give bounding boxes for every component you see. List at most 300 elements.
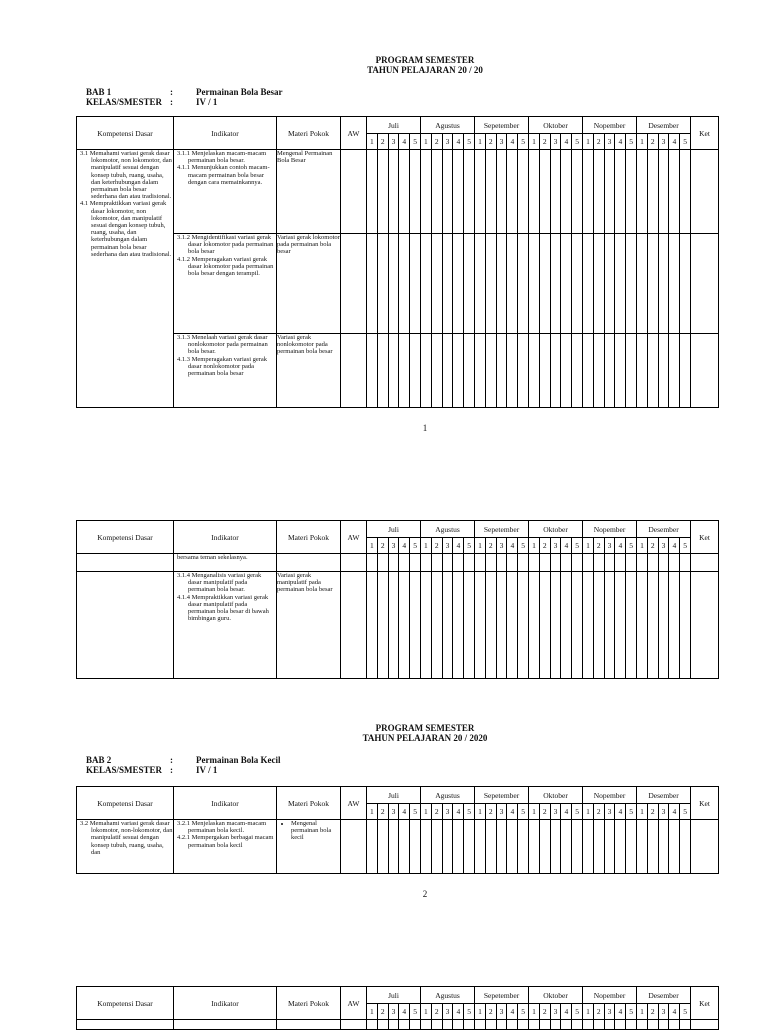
week-header: 5	[464, 134, 475, 150]
week-cell	[388, 334, 399, 408]
week-cell	[583, 572, 594, 679]
week-cell	[583, 820, 594, 874]
week-cell	[680, 820, 691, 874]
week-cell	[518, 334, 529, 408]
week-cell	[561, 554, 572, 572]
ket-header: Ket	[691, 117, 719, 150]
materi-pokok-text: • Mengenal permainan bola kecil	[291, 820, 340, 842]
week-cell	[658, 820, 669, 874]
week-cell	[539, 234, 550, 334]
week-cell	[550, 554, 561, 572]
week-header: 5	[410, 804, 421, 820]
ket-cell	[691, 572, 719, 679]
week-header: 3	[496, 1004, 507, 1020]
week-cell	[453, 334, 464, 408]
week-cell	[583, 334, 594, 408]
aw-cell	[341, 334, 367, 408]
indikator-cell	[174, 150, 277, 234]
week-cell	[626, 234, 637, 334]
week-header: 3	[658, 804, 669, 820]
week-cell	[647, 572, 658, 679]
week-cell	[529, 554, 540, 572]
week-cell	[583, 150, 594, 234]
week-header: 4	[561, 538, 572, 554]
week-header: 3	[550, 134, 561, 150]
week-cell	[453, 1020, 464, 1030]
week-header: 5	[464, 804, 475, 820]
aw-header: AW	[341, 987, 367, 1020]
week-cell	[421, 572, 432, 679]
indikator-item: 3.1.3 Menelaah variasi gerak dasar nonlokomotor pada permainan bola besar.	[177, 334, 268, 356]
kompetensi-dasar-header: Kompetensi Dasar	[77, 987, 174, 1020]
materi-pokok-cell	[277, 334, 341, 408]
month-header: Oktober	[529, 521, 583, 538]
kompetensi-dasar-header: Kompetensi Dasar	[77, 117, 174, 150]
week-header: 4	[669, 1004, 680, 1020]
week-cell	[464, 572, 475, 679]
week-cell	[572, 572, 583, 679]
month-header: Agustus	[421, 787, 475, 804]
week-cell	[496, 554, 507, 572]
week-header: 1	[421, 804, 432, 820]
ket-cell	[691, 150, 719, 234]
week-header: 4	[615, 538, 626, 554]
month-header: Nopember	[583, 117, 637, 134]
bab-colon: :	[170, 755, 173, 765]
week-cell	[442, 334, 453, 408]
week-cell	[529, 1020, 540, 1030]
week-cell	[572, 150, 583, 234]
week-header: 1	[367, 538, 378, 554]
table-row	[77, 820, 719, 874]
table-row	[77, 572, 719, 679]
week-cell	[399, 1020, 410, 1030]
week-cell	[626, 572, 637, 679]
week-header: 1	[637, 804, 648, 820]
materi-pokok-cell	[277, 554, 341, 572]
week-header: 5	[410, 1004, 421, 1020]
week-cell	[421, 150, 432, 234]
week-cell	[475, 334, 486, 408]
kd-item: 4.1 Mempraktikkan variasi gerak dasar lokomotor, non lokomotor, dan manipulatif sesuai dengan konsep tubuh, ruang, usaha, dan keterhubungan dalam permainan bola besar sederhana dan atau tradisional.	[80, 200, 172, 258]
week-header: 5	[626, 1004, 637, 1020]
week-cell	[377, 572, 388, 679]
week-header: 2	[539, 804, 550, 820]
week-cell	[377, 234, 388, 334]
week-cell	[615, 1020, 626, 1030]
week-cell	[377, 554, 388, 572]
week-cell	[464, 334, 475, 408]
month-header: Sepetember	[475, 787, 529, 804]
aw-cell	[341, 554, 367, 572]
week-header: 3	[496, 804, 507, 820]
aw-cell	[341, 150, 367, 234]
indikator-cell	[174, 820, 277, 874]
week-cell	[604, 820, 615, 874]
table-row	[77, 1020, 719, 1030]
month-header: Sepetember	[475, 987, 529, 1004]
week-header: 3	[496, 134, 507, 150]
week-cell	[604, 150, 615, 234]
week-cell	[529, 572, 540, 679]
week-cell	[583, 1020, 594, 1030]
week-cell	[388, 150, 399, 234]
week-cell	[561, 150, 572, 234]
week-cell	[658, 334, 669, 408]
indikator-cell	[174, 572, 277, 679]
week-header: 2	[485, 804, 496, 820]
week-cell	[529, 150, 540, 234]
week-header: 1	[421, 538, 432, 554]
week-cell	[583, 554, 594, 572]
week-header: 4	[561, 134, 572, 150]
week-cell	[539, 150, 550, 234]
indikator-cell	[174, 554, 277, 572]
week-cell	[539, 334, 550, 408]
week-cell	[431, 554, 442, 572]
week-header: 1	[583, 538, 594, 554]
week-cell	[637, 150, 648, 234]
week-header: 4	[507, 1004, 518, 1020]
week-cell	[539, 1020, 550, 1030]
materi-pokok-header: Materi Pokok	[277, 787, 341, 820]
week-cell	[669, 150, 680, 234]
program-table-3	[76, 786, 719, 874]
week-cell	[539, 554, 550, 572]
week-cell	[647, 234, 658, 334]
week-cell	[680, 234, 691, 334]
section2-year: TAHUN PELAJARAN 20 / 2020	[362, 733, 488, 743]
week-cell	[637, 234, 648, 334]
week-cell	[669, 820, 680, 874]
week-cell	[388, 1020, 399, 1030]
week-header: 2	[593, 1004, 604, 1020]
week-header: 2	[431, 804, 442, 820]
week-cell	[529, 334, 540, 408]
kompetensi-dasar-cell	[77, 820, 174, 874]
week-cell	[593, 554, 604, 572]
week-header: 2	[485, 1004, 496, 1020]
week-cell	[399, 572, 410, 679]
week-header: 5	[518, 538, 529, 554]
indikator-item: 4.1.1 Menunjukkan contoh macam-macam permainan bola besar dengan cara memainkannya.	[177, 164, 270, 186]
week-header: 3	[442, 804, 453, 820]
month-header: Nopember	[583, 787, 637, 804]
week-cell	[550, 234, 561, 334]
week-cell	[615, 334, 626, 408]
week-cell	[367, 572, 378, 679]
week-cell	[388, 234, 399, 334]
bab-label: BAB 2	[86, 755, 112, 765]
week-cell	[453, 554, 464, 572]
week-cell	[615, 820, 626, 874]
week-cell	[399, 234, 410, 334]
week-cell	[572, 334, 583, 408]
indikator-cell	[174, 334, 277, 408]
week-cell	[410, 572, 421, 679]
week-cell	[539, 820, 550, 874]
month-header: Nopember	[583, 521, 637, 538]
week-header: 2	[377, 804, 388, 820]
week-cell	[647, 334, 658, 408]
month-header: Juli	[367, 787, 421, 804]
week-cell	[658, 150, 669, 234]
week-header: 5	[572, 1004, 583, 1020]
week-header: 5	[518, 1004, 529, 1020]
week-header: 4	[615, 804, 626, 820]
aw-header: AW	[341, 521, 367, 554]
week-header: 1	[367, 1004, 378, 1020]
week-cell	[615, 234, 626, 334]
week-header: 2	[377, 134, 388, 150]
week-cell	[496, 150, 507, 234]
week-header: 4	[507, 538, 518, 554]
week-header: 3	[442, 134, 453, 150]
week-header: 4	[507, 134, 518, 150]
bab-label: BAB 1	[86, 87, 112, 97]
week-header: 1	[637, 538, 648, 554]
week-header: 4	[399, 538, 410, 554]
week-cell	[464, 1020, 475, 1030]
week-cell	[647, 820, 658, 874]
week-cell	[626, 1020, 637, 1030]
materi-pokok-cell	[277, 150, 341, 234]
week-cell	[464, 820, 475, 874]
month-header: Sepetember	[475, 117, 529, 134]
week-header: 5	[410, 134, 421, 150]
week-cell	[637, 334, 648, 408]
week-cell	[377, 1020, 388, 1030]
week-cell	[496, 1020, 507, 1030]
kelas-colon: :	[170, 765, 173, 775]
week-cell	[421, 334, 432, 408]
materi-pokok-text: Variasi gerak manipulatif pada permainan bola besar	[277, 572, 333, 594]
kelas-value: IV / 1	[196, 97, 218, 107]
week-cell	[658, 234, 669, 334]
week-cell	[475, 234, 486, 334]
kompetensi-dasar-cell	[77, 572, 174, 679]
week-cell	[647, 1020, 658, 1030]
week-header: 1	[583, 134, 594, 150]
week-cell	[518, 234, 529, 334]
week-cell	[507, 1020, 518, 1030]
month-header: Agustus	[421, 987, 475, 1004]
indikator-item: 4.1.2 Memperagakan variasi gerak dasar lokomotor pada permainan bola besar dengan terampil.	[177, 255, 274, 278]
month-header: Desember	[637, 117, 691, 134]
week-cell	[453, 820, 464, 874]
week-cell	[626, 820, 637, 874]
week-header: 1	[529, 1004, 540, 1020]
month-header: Agustus	[421, 521, 475, 538]
week-cell	[561, 820, 572, 874]
kompetensi-dasar-cell	[77, 554, 174, 572]
week-header: 3	[550, 804, 561, 820]
week-cell	[539, 572, 550, 679]
week-cell	[604, 1020, 615, 1030]
indikator-item: 3.1.4 Menganalisis variasi gerak dasar manipulatif pada permainan bola besar.	[177, 572, 262, 594]
month-header: Desember	[637, 987, 691, 1004]
week-cell	[410, 334, 421, 408]
week-cell	[550, 820, 561, 874]
week-cell	[388, 554, 399, 572]
kelas-value: IV / 1	[196, 765, 218, 775]
section2-title: PROGRAM SEMESTER	[375, 723, 475, 733]
kelas-colon: :	[170, 97, 173, 107]
week-cell	[399, 150, 410, 234]
materi-pokok-text: Mengenal Permainan Bola Besar	[277, 150, 333, 165]
kd-item: 3.1 Memahami variasi gerak dasar lokomotor, non lokomotor, dan manipulatif sesuai dengan konsep tubuh, ruang, usaha, dan keterhubungan dalam permainan bola besar sederhana dan atau tradisional.	[80, 150, 172, 201]
week-cell	[615, 572, 626, 679]
week-cell	[464, 150, 475, 234]
indikator-item: 3.2.1 Menjelaskan macam-macam permainan bola kecil.	[177, 820, 267, 835]
week-header: 5	[626, 538, 637, 554]
week-header: 3	[604, 134, 615, 150]
week-header: 2	[377, 1004, 388, 1020]
table-row	[77, 234, 719, 334]
week-cell	[496, 234, 507, 334]
week-cell	[518, 150, 529, 234]
week-header: 3	[604, 804, 615, 820]
week-header: 1	[637, 1004, 648, 1020]
week-header: 2	[539, 1004, 550, 1020]
week-header: 4	[507, 804, 518, 820]
week-header: 5	[626, 134, 637, 150]
week-cell	[377, 820, 388, 874]
week-header: 1	[583, 1004, 594, 1020]
week-cell	[572, 1020, 583, 1030]
week-cell	[550, 1020, 561, 1030]
week-cell	[367, 820, 378, 874]
month-header: Juli	[367, 987, 421, 1004]
week-cell	[615, 150, 626, 234]
week-header: 1	[475, 804, 486, 820]
week-cell	[410, 554, 421, 572]
week-cell	[680, 334, 691, 408]
week-header: 4	[561, 804, 572, 820]
week-header: 3	[550, 1004, 561, 1020]
indikator-cell	[174, 234, 277, 334]
week-cell	[507, 554, 518, 572]
week-header: 5	[572, 804, 583, 820]
week-cell	[485, 1020, 496, 1030]
kelas-label: KELAS/SMESTER	[86, 765, 163, 775]
month-header: Juli	[367, 521, 421, 538]
week-cell	[431, 234, 442, 334]
program-table-4	[76, 986, 719, 1030]
week-header: 3	[388, 134, 399, 150]
materi-pokok-text: Variasi gerak lokomotor pada permainan bola besar	[277, 234, 340, 256]
aw-cell	[341, 1020, 367, 1030]
week-cell	[464, 234, 475, 334]
week-cell	[593, 572, 604, 679]
week-header: 2	[647, 804, 658, 820]
week-cell	[550, 572, 561, 679]
week-header: 4	[561, 1004, 572, 1020]
week-cell	[507, 334, 518, 408]
week-cell	[485, 334, 496, 408]
indikator-header: Indikator	[174, 521, 277, 554]
week-cell	[442, 554, 453, 572]
week-header: 3	[388, 1004, 399, 1020]
week-header: 2	[485, 538, 496, 554]
program-table-2	[76, 520, 719, 679]
week-cell	[485, 572, 496, 679]
week-cell	[377, 334, 388, 408]
week-cell	[637, 572, 648, 679]
indikator-item: 3.1.1 Menjelaskan macam-macam permainan bola besar.	[177, 150, 267, 165]
week-cell	[410, 820, 421, 874]
week-header: 4	[399, 1004, 410, 1020]
materi-pokok-cell	[277, 572, 341, 679]
week-cell	[604, 554, 615, 572]
ket-header: Ket	[691, 787, 719, 820]
week-cell	[431, 150, 442, 234]
week-cell	[518, 554, 529, 572]
week-header: 3	[658, 538, 669, 554]
week-cell	[604, 234, 615, 334]
week-cell	[604, 334, 615, 408]
month-header: Oktober	[529, 987, 583, 1004]
kompetensi-dasar-header: Kompetensi Dasar	[77, 521, 174, 554]
ket-cell	[691, 234, 719, 334]
table-row	[77, 150, 719, 234]
week-cell	[399, 334, 410, 408]
week-header: 1	[637, 134, 648, 150]
week-header: 1	[529, 538, 540, 554]
bab-colon: :	[170, 87, 173, 97]
week-cell	[485, 820, 496, 874]
indikator-cell	[174, 1020, 277, 1030]
week-header: 2	[647, 538, 658, 554]
week-cell	[367, 334, 378, 408]
week-cell	[410, 150, 421, 234]
week-header: 5	[518, 134, 529, 150]
week-header: 5	[464, 1004, 475, 1020]
week-header: 4	[453, 804, 464, 820]
week-cell	[561, 572, 572, 679]
week-header: 3	[550, 538, 561, 554]
week-cell	[529, 234, 540, 334]
materi-pokok-header: Materi Pokok	[277, 117, 341, 150]
week-cell	[550, 334, 561, 408]
week-header: 1	[529, 134, 540, 150]
month-header: Oktober	[529, 117, 583, 134]
week-cell	[442, 572, 453, 679]
week-cell	[485, 234, 496, 334]
week-header: 2	[431, 1004, 442, 1020]
week-cell	[442, 234, 453, 334]
week-cell	[680, 572, 691, 679]
week-header: 2	[647, 134, 658, 150]
week-cell	[637, 820, 648, 874]
week-header: 5	[410, 538, 421, 554]
week-header: 2	[377, 538, 388, 554]
aw-header: AW	[341, 117, 367, 150]
week-header: 1	[421, 134, 432, 150]
week-cell	[367, 234, 378, 334]
week-cell	[647, 150, 658, 234]
week-cell	[485, 554, 496, 572]
week-header: 2	[539, 134, 550, 150]
indikator-header: Indikator	[174, 987, 277, 1020]
week-cell	[680, 150, 691, 234]
indikator-header: Indikator	[174, 787, 277, 820]
week-cell	[680, 554, 691, 572]
week-header: 2	[431, 538, 442, 554]
week-header: 4	[453, 538, 464, 554]
week-cell	[669, 1020, 680, 1030]
aw-header: AW	[341, 787, 367, 820]
